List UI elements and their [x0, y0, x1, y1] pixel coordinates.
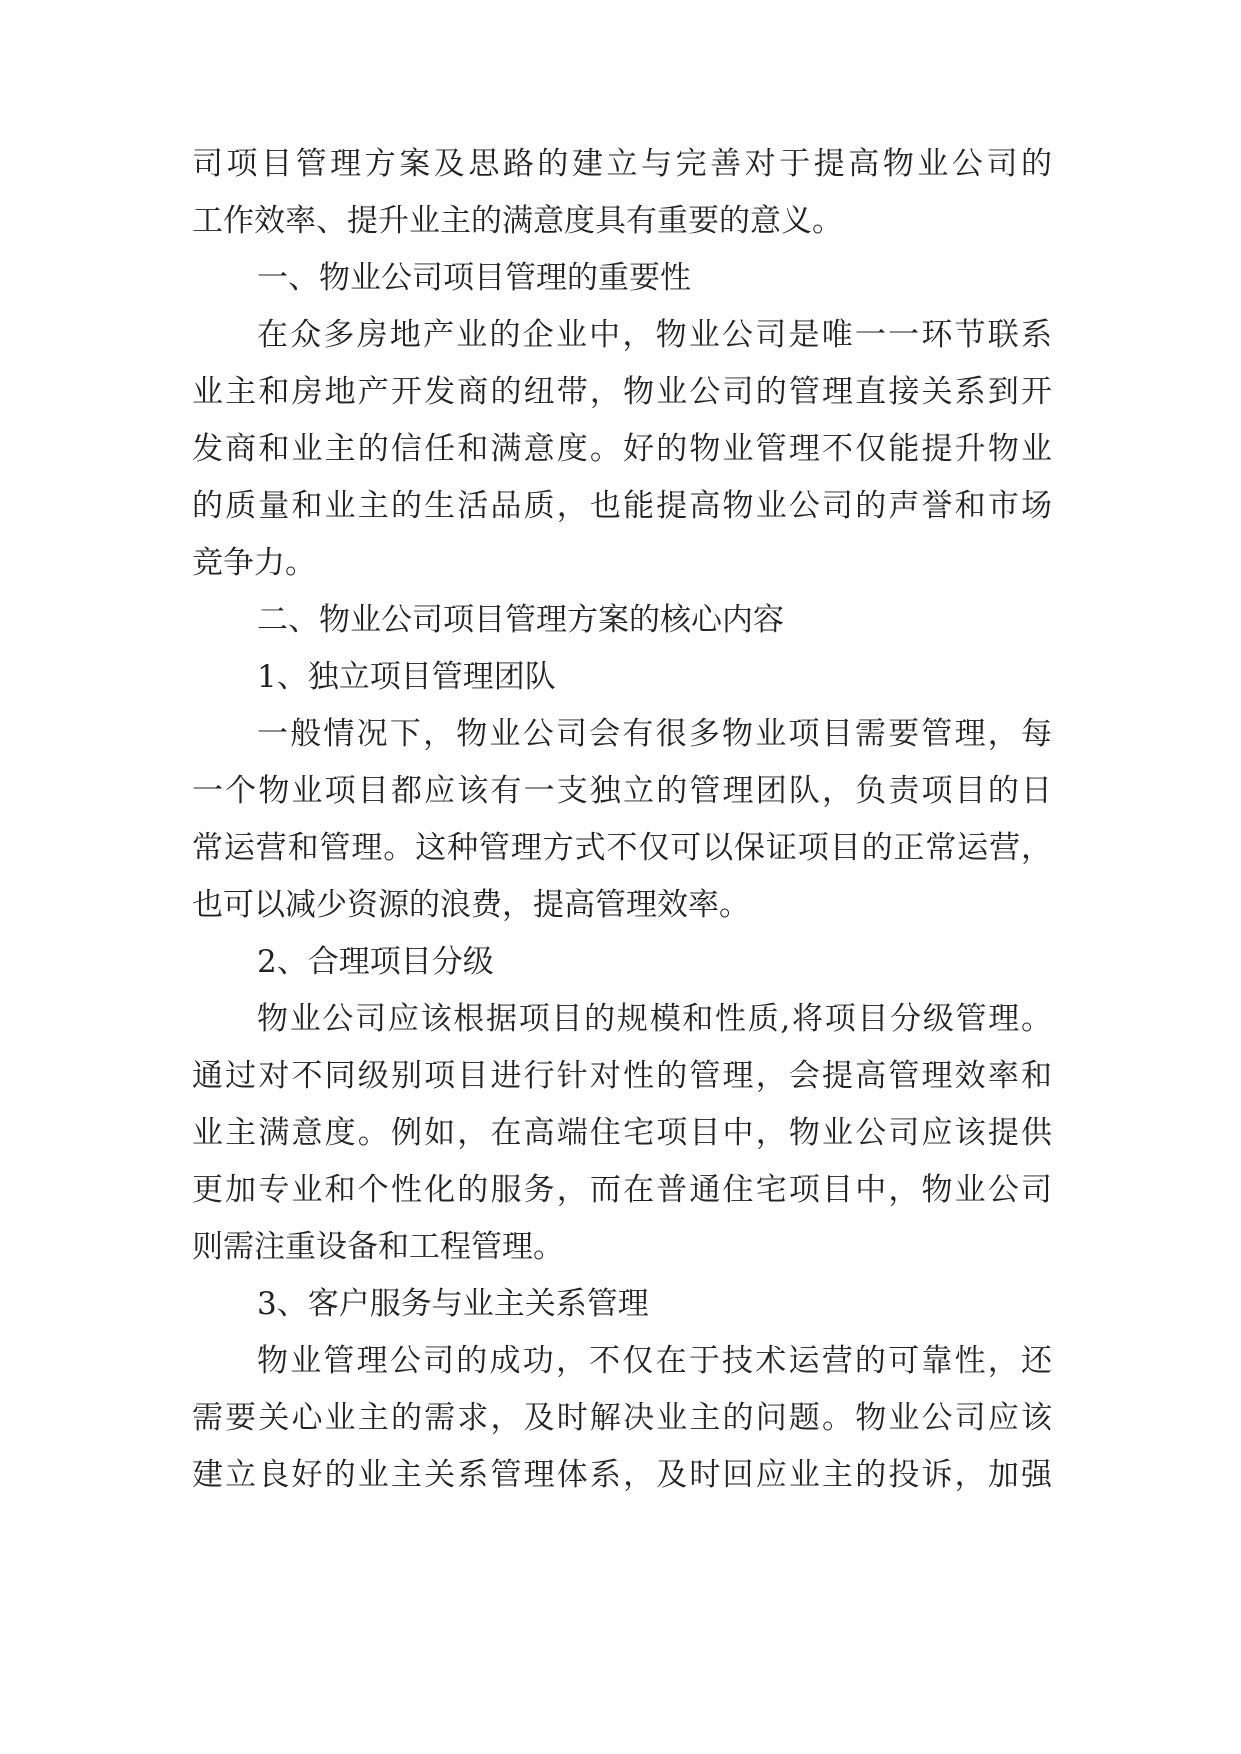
subsection-heading: 1、独立项目管理团队 — [257, 659, 556, 695]
text-line: 一般情况下，物业公司会有很多物业项目需要管理，每 — [257, 716, 1052, 752]
subsection-heading: 3、客户服务与业主关系管理 — [257, 1286, 649, 1322]
text-line: 业主满意度。例如，在高端住宅项目中，物业公司应该提供 — [192, 1115, 1052, 1151]
text-line: 物业管理公司的成功，不仅在于技术运营的可靠性，还 — [257, 1343, 1052, 1379]
text-line: 司项目管理方案及思路的建立与完善对于提高物业公司的 — [192, 146, 1052, 182]
text-line: 的质量和业主的生活品质，也能提高物业公司的声誉和市场 — [192, 488, 1052, 524]
text-line: 也可以减少资源的浪费，提高管理效率。 — [192, 887, 750, 923]
text-line: 发商和业主的信任和满意度。好的物业管理不仅能提升物业 — [192, 431, 1052, 467]
text-line: 物业公司应该根据项目的规模和性质,将项目分级管理。 — [257, 1001, 1052, 1037]
section-heading: 一、物业公司项目管理的重要性 — [257, 260, 691, 296]
text-line: 常运营和管理。这种管理方式不仅可以保证项目的正常运营， — [192, 830, 1052, 866]
text-line: 需要关心业主的需求，及时解决业主的问题。物业公司应该 — [192, 1400, 1052, 1436]
text-line: 业主和房地产开发商的纽带，物业公司的管理直接关系到开 — [192, 374, 1052, 410]
text-line: 建立良好的业主关系管理体系，及时回应业主的投诉，加强 — [192, 1457, 1052, 1493]
text-line: 在众多房地产业的企业中，物业公司是唯一一环节联系 — [257, 317, 1052, 353]
section-heading: 二、物业公司项目管理方案的核心内容 — [257, 602, 784, 638]
text-line: 一个物业项目都应该有一支独立的管理团队，负责项目的日 — [192, 773, 1052, 809]
subsection-heading: 2、合理项目分级 — [257, 944, 494, 980]
text-line: 则需注重设备和工程管理。 — [192, 1229, 564, 1265]
text-line: 更加专业和个性化的服务，而在普通住宅项目中，物业公司 — [192, 1172, 1052, 1208]
text-line: 工作效率、提升业主的满意度具有重要的意义。 — [192, 203, 843, 239]
text-line: 通过对不同级别项目进行针对性的管理，会提高管理效率和 — [192, 1058, 1052, 1094]
text-line: 竞争力。 — [192, 545, 316, 581]
